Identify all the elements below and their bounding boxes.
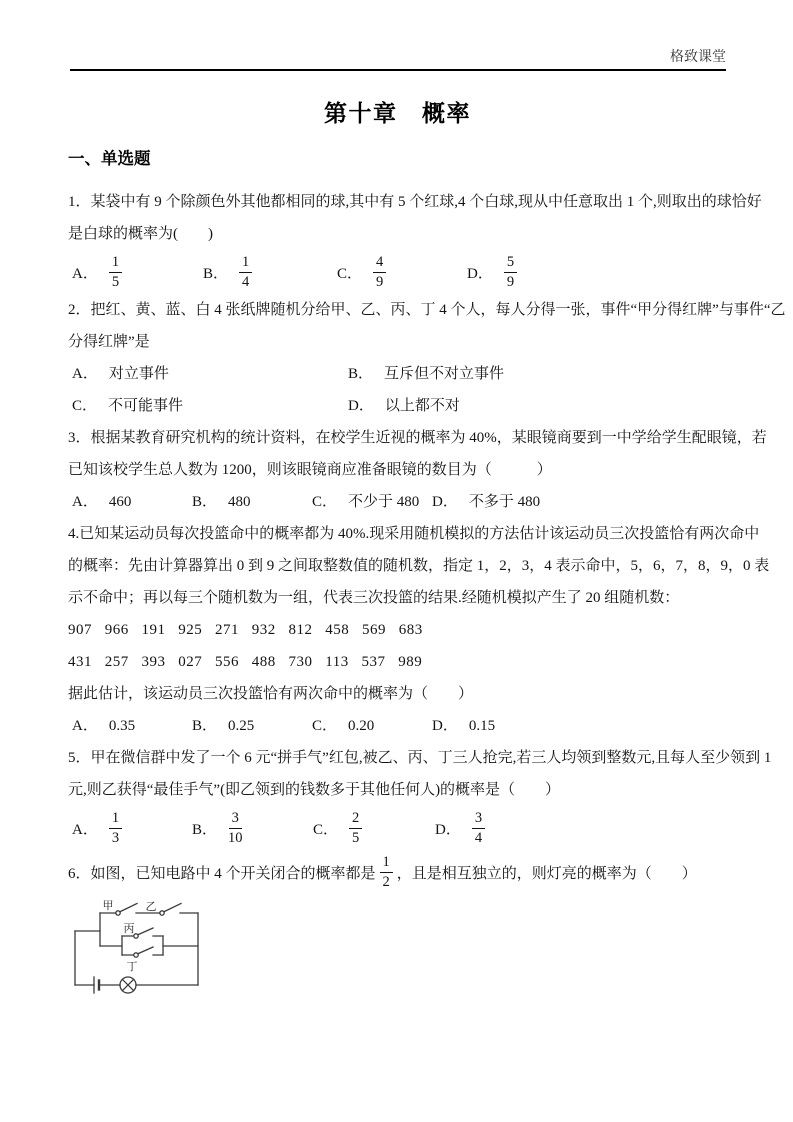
question-1: [68, 186, 762, 294]
question-6-text-after: ，且是相互独立的，则灯亮的概率为（ ）: [396, 865, 697, 882]
page-header: [70, 0, 726, 71]
question-6-line: [68, 850, 727, 894]
fraction: $\frac{5}{9}$: [504, 254, 517, 290]
question-1-options: [68, 250, 727, 294]
battery-icon: [94, 977, 99, 993]
question-4: [68, 518, 770, 742]
option-d: D． 0.15: [432, 718, 496, 734]
question-5-line-2: 元,则乙获得“最佳手气”(即乙领到的钱数多于其他任何人)的概率是（ ）: [68, 782, 561, 798]
brand-label: 格致课堂: [670, 50, 726, 65]
option-c: C． $\frac{2}{5}$: [313, 806, 362, 850]
option-a: A． $\frac{1}{3}$: [72, 806, 122, 850]
question-5-line-1: 5．甲在微信群中发了一个 6 元“拼手气”红包,被乙、丙、丁三人抢完,若三人均领到整数元,且每人至少领到 1: [68, 750, 772, 766]
question-3-line-1: 3．根据某教育研究机构的统计资料，在校学生近视的概率为 40%，某眼镜商要到一中学给学生配眼镜，若: [68, 430, 767, 446]
fraction: $\frac{3}{4}$: [472, 810, 485, 846]
question-5: [68, 742, 772, 850]
switch-bing-icon: [134, 928, 153, 938]
option-d: D． 以上都不对: [348, 398, 460, 414]
question-5-options: [68, 806, 727, 850]
question-1-line-1: 1．某袋中有 9 个除颜色外其他都相同的球,其中有 5 个红球,4 个白球,现从中任意取出 1 个,则取出的球恰好: [68, 194, 762, 210]
option-c: C． 不可能事件: [72, 398, 184, 414]
fraction: $\frac{2}{5}$: [349, 810, 362, 846]
question-1-line-2: 是白球的概率为( ): [68, 226, 213, 242]
option-b: B． $\frac{1}{4}$: [203, 250, 252, 294]
option-d: D． 不多于 480: [432, 494, 541, 510]
question-6: [68, 850, 727, 1002]
option-d: D． $\frac{5}{9}$: [467, 250, 517, 294]
fraction: $\frac{1}{5}$: [109, 254, 122, 290]
option-c: C． $\frac{4}{9}$: [337, 250, 386, 294]
switch-ding-icon: [134, 947, 153, 957]
question-3: [68, 422, 767, 518]
random-numbers-row-1: 907 966 191 925 271 932 812 458 569 683: [68, 622, 423, 638]
question-4-line-3: 示不命中；再以每三个随机数为一组，代表三次投篮的结果.经随机模拟产生了 20 组随机数：: [68, 590, 680, 606]
document-content: [0, 95, 793, 1002]
lamp-icon: [120, 977, 136, 993]
option-b: B． 480: [192, 494, 251, 510]
question-2: [68, 294, 786, 422]
option-c: C． 0.20: [312, 718, 375, 734]
option-d: D． $\frac{3}{4}$: [435, 806, 485, 850]
fraction: $\frac{1}{4}$: [239, 254, 252, 290]
option-a: A． 对立事件: [72, 366, 169, 382]
fraction: $\frac{4}{9}$: [373, 254, 386, 290]
fraction: $\frac{1}{3}$: [109, 810, 122, 846]
question-4-options: [68, 710, 727, 742]
option-a: A． 460: [72, 494, 132, 510]
switch-jia-icon: [116, 904, 137, 916]
question-6-text-before: 6．如图，已知电路中 4 个开关闭合的概率都是: [68, 865, 376, 882]
chapter-title: 第十章 概率: [324, 101, 471, 126]
question-3-line-2: 已知该校学生总人数为 1200，则该眼镜商应准备眼镜的数目为（ ）: [68, 462, 552, 478]
switch-bing-label: 丙: [123, 923, 135, 935]
option-b: B． 互斥但不对立事件: [348, 366, 505, 382]
option-b: B． $\frac{3}{10}$: [192, 809, 243, 846]
switch-yi-label: 乙: [145, 901, 157, 913]
question-2-options-row-2: [68, 390, 727, 422]
fraction: $\frac{3}{10}$: [228, 809, 243, 846]
option-c: C． 不少于 480: [312, 494, 420, 510]
question-2-line-1: 2．把红、黄、蓝、白 4 张纸牌随机分给甲、乙、丙、丁 4 个人，每人分得一张，事件“甲分得红牌”与事件“乙: [68, 302, 786, 318]
option-b: B． 0.25: [192, 718, 255, 734]
question-4-line-1: 4.已知某运动员每次投篮命中的概率都为 40%.现采用随机模拟的方法估计该运动员三次投篮恰有两次命中: [68, 526, 760, 542]
section-heading: 一、单选题: [68, 149, 151, 168]
option-a: A． 0.35: [72, 718, 136, 734]
question-2-line-2: 分得红牌”是: [68, 334, 150, 350]
question-4-line-2: 的概率：先由计算器算出 0 到 9 之间取整数值的随机数，指定 1，2，3，4 表示命中，5，6，7，8，9，0 表: [68, 558, 770, 574]
question-2-options-row-1: [68, 358, 727, 390]
option-a: A． $\frac{1}{5}$: [72, 250, 122, 294]
switch-jia-label: 甲: [102, 900, 114, 912]
question-3-options: [68, 486, 727, 518]
switch-ding-label: 丁: [126, 961, 138, 973]
circuit-diagram: [72, 898, 727, 1002]
fraction: $\frac{1}{2}$: [380, 854, 393, 890]
switch-yi-icon: [160, 904, 181, 916]
random-numbers-row-2: 431 257 393 027 556 488 730 113 537 989: [68, 654, 423, 670]
question-4-estimate-line: 据此估计，该运动员三次投篮恰有两次命中的概率为（ ）: [68, 686, 474, 702]
